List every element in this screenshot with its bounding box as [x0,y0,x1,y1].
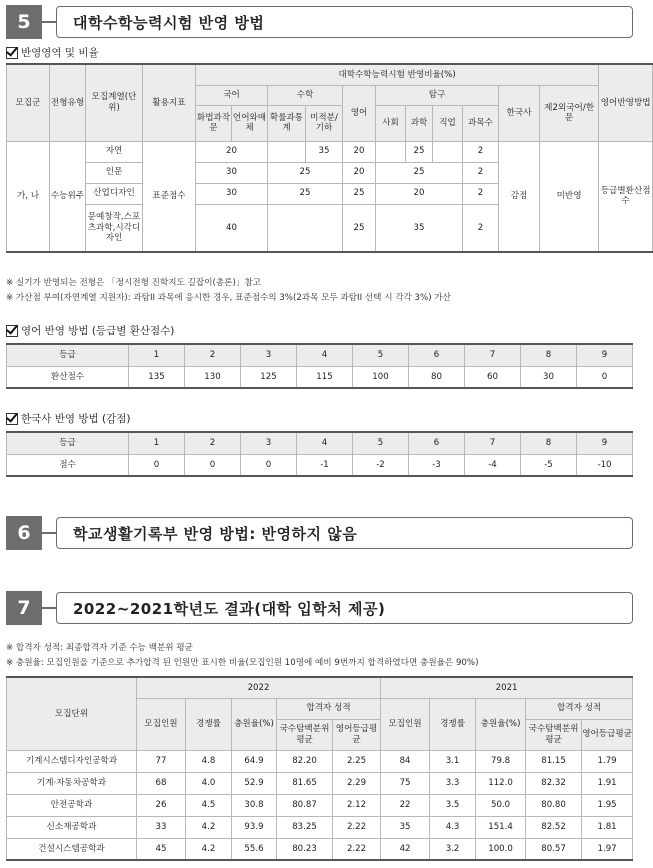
grade-cell: 8 [521,432,577,454]
connector [42,532,56,534]
cell-unit: 기계시스템디자인공학과 [7,750,137,772]
score-cell: -2 [353,454,409,476]
subheading-label: 한국사 반영 방법 (감점) [21,413,131,425]
cell-index: 표준점수 [143,141,196,252]
header-history: 한국사 [499,85,540,141]
subheading [6,323,174,338]
header-grade: 등급 [7,344,129,366]
cell-math: 25 [268,162,343,183]
score-cell: 135 [129,366,185,388]
cell-2021: 4.3 [430,816,476,838]
header-unit: 모집단위 [7,677,137,750]
cell-2021: 151.4 [476,816,526,838]
header-korean-b: 언어와매체 [232,105,268,141]
cell-2022: 2.22 [333,838,381,860]
cell-2022: 64.9 [232,750,277,772]
cell-second-lang: 미반영 [540,141,599,252]
header-eng-grade: 영어등급평균 [582,719,633,750]
score-cell: 60 [465,366,521,388]
cell-2021: 80.57 [526,838,582,860]
header-second-lang: 제2외국어/한문 [540,85,599,141]
cell-korean: 30 [196,162,268,183]
cell-2021: 75 [381,772,430,794]
score-cell: 125 [241,366,297,388]
subheading [6,45,99,60]
section-number: 7 [6,591,42,625]
cell-2022: 83.25 [277,816,333,838]
checkbox-icon [6,325,18,337]
cell-2022: 2.29 [333,772,381,794]
english-table [6,343,633,389]
cell-2022: 4.2 [186,838,232,860]
cell-2021: 3.2 [430,838,476,860]
cell-2022: 4.8 [186,750,232,772]
grade-cell: 5 [353,432,409,454]
header-inq-job: 직업 [433,105,463,141]
cell-2021: 100.0 [476,838,526,860]
section-5-header [6,5,633,39]
connector [42,607,56,609]
header-eng-method: 영어반영방법 [599,64,653,141]
cell-english: 20 [343,162,376,183]
cell-2022: 30.8 [232,794,277,816]
cell-korean: 40 [196,204,268,252]
cell-2022: 26 [137,794,186,816]
score-cell: -5 [521,454,577,476]
cell-english: 25 [343,183,376,204]
header-math-a: 확률과통계 [268,105,306,141]
subheading [6,411,131,426]
subheading-label: 반영영역 및 비율 [21,47,99,59]
section-title: 2022~2021학년도 결과(대학 입학처 제공) [56,592,633,624]
score-cell: 0 [577,366,633,388]
cell-unit: 산업디자인 [86,183,143,204]
cell-2022: 81.65 [277,772,333,794]
grade-cell: 3 [241,432,297,454]
header-type: 전형유형 [50,64,86,141]
cell-2022: 45 [137,838,186,860]
grade-cell: 5 [353,344,409,366]
cell-unit: 건설시스템공학과 [7,838,137,860]
table-row [7,838,633,860]
checkbox-icon [6,413,18,425]
cell-2021: 80.80 [526,794,582,816]
cell-count: 2 [463,162,499,183]
header-quota: 모집인원 [381,698,430,750]
cell-inquiry: 20 [376,183,463,204]
score-cell: 130 [185,366,241,388]
section-6-header [6,516,633,550]
cell-2022: 55.6 [232,838,277,860]
header-score: 환산점수 [7,366,129,388]
header-eng-grade: 영어등급평균 [333,719,381,750]
cell-2022: 4.2 [186,816,232,838]
cell-unit: 신소재공학과 [7,816,137,838]
header-inquiry: 탐구 [376,85,499,105]
cell-2022: 4.5 [186,794,232,816]
cell-group: 가, 나 [7,141,50,252]
cell-unit: 자연 [86,141,143,162]
cell-2021: 1.95 [582,794,633,816]
cell-2021: 35 [381,816,430,838]
score-cell: 115 [297,366,353,388]
cell-empty [376,141,406,162]
history-table [6,431,633,477]
cell-2022: 33 [137,816,186,838]
cell-2022: 2.22 [333,816,381,838]
section-number: 5 [6,5,42,39]
section-title: 대학수학능력시험 반영 방법 [56,6,633,38]
cell-unit: 안전공학과 [7,794,137,816]
table-row [7,816,633,838]
cell-math: 35 [306,141,343,162]
cell-2022: 4.0 [186,772,232,794]
header-ratio: 대학수학능력시험 반영비율(%) [196,64,599,85]
cell-english: 20 [343,141,376,162]
grade-cell: 9 [577,344,633,366]
header-unit: 모집계열(단위) [86,64,143,141]
score-cell: -4 [465,454,521,476]
grade-cell: 6 [409,344,465,366]
grade-cell: 7 [465,432,521,454]
cell-2022: 77 [137,750,186,772]
header-competition: 경쟁률 [430,698,476,750]
cell-2022: 68 [137,772,186,794]
cell-math: 25 [268,183,343,204]
score-cell: -1 [297,454,353,476]
header-pass-score: 합격자 성적 [277,698,381,719]
header-competition: 경쟁률 [186,698,232,750]
header-pass-score: 합격자 성적 [526,698,633,719]
section-7-header [6,591,633,625]
header-inq-count: 과목수 [463,105,499,141]
cell-count: 2 [463,183,499,204]
note: ※ 실기가 반영되는 전형은 「정시전형 진학지도 길잡이(총론)」참고 [6,278,262,288]
cell-inquiry: 25 [376,162,463,183]
note: ※ 합격자 성적: 최종합격자 기준 수능 백분위 평균 [6,643,193,653]
connector [42,21,56,23]
score-cell: -3 [409,454,465,476]
checkbox-icon [6,47,18,59]
grade-cell: 9 [577,432,633,454]
section-title: 학교생활기록부 반영 방법: 반영하지 않음 [56,517,633,549]
grade-cell: 1 [129,432,185,454]
grade-cell: 6 [409,432,465,454]
cell-2022: 80.87 [277,794,333,816]
note: ※ 충원율: 모집인원을 기준으로 추가합격 된 인원만 표시한 비율(모집인원 10명에 예비 9번까지 합격하였다면 충원율은 90%) [6,658,479,668]
header-inq-science: 과학 [406,105,433,141]
cell-type: 수능위주 [50,141,86,252]
cell-2021: 3.5 [430,794,476,816]
header-inq-social: 사회 [376,105,406,141]
grade-cell: 7 [465,344,521,366]
header-quota: 모집인원 [137,698,186,750]
header-score: 점수 [7,454,129,476]
table-row [7,772,633,794]
cell-empty [433,141,463,162]
header-group: 모집군 [7,64,50,141]
header-korean-a: 화법과작문 [196,105,232,141]
cell-2021: 22 [381,794,430,816]
cell-2022: 2.25 [333,750,381,772]
cell-2021: 81.15 [526,750,582,772]
section-number: 6 [6,516,42,550]
cell-eng-method: 등급별환산점수 [599,141,653,252]
cell-unit: 인문 [86,162,143,183]
score-cell: 0 [241,454,297,476]
cell-unit: 문예창작,스포츠과학,시각디자인 [86,204,143,252]
cell-korean: 30 [196,183,268,204]
subheading-label: 영어 반영 방법 (등급별 환산점수) [21,325,175,337]
header-percentile: 국수탐백분위 평균 [526,719,582,750]
score-cell: 0 [129,454,185,476]
score-cell: 80 [409,366,465,388]
cell-unit: 기계·자동차공학과 [7,772,137,794]
cell-empty [268,204,343,252]
cell-2021: 1.91 [582,772,633,794]
cell-2021: 3.1 [430,750,476,772]
cell-inquiry: 25 [406,141,433,162]
header-index: 활용지표 [143,64,196,141]
cell-2021: 79.8 [476,750,526,772]
cell-inquiry: 35 [376,204,463,252]
ratio-table [6,63,653,253]
cell-korean: 20 [196,141,268,162]
cell-english: 25 [343,204,376,252]
score-cell: 0 [185,454,241,476]
grade-cell: 2 [185,344,241,366]
header-grade: 등급 [7,432,129,454]
cell-2022: 52.9 [232,772,277,794]
cell-2021: 3.3 [430,772,476,794]
cell-2021: 42 [381,838,430,860]
table-row [7,750,633,772]
header-year-2022: 2022 [137,677,381,698]
header-english: 영어 [343,85,376,141]
header-math: 수학 [268,85,343,105]
cell-2021: 84 [381,750,430,772]
results-table [6,676,633,861]
note: ※ 가산점 부여(자연계열 지원자): 과탐II 과목에 응시한 경우, 표준점수의 3%(2과목 모두 과탐II 선택 시 각각 3%) 가산 [6,293,451,303]
cell-2021: 82.52 [526,816,582,838]
header-fill-rate: 충원율(%) [476,698,526,750]
cell-2022: 80.23 [277,838,333,860]
cell-count: 2 [463,204,499,252]
score-cell: 30 [521,366,577,388]
header-year-2021: 2021 [381,677,633,698]
cell-history: 감점 [499,141,540,252]
grade-cell: 2 [185,432,241,454]
header-math-b: 미적분/기하 [306,105,343,141]
score-cell: -10 [577,454,633,476]
cell-2021: 1.97 [582,838,633,860]
cell-count: 2 [463,141,499,162]
cell-2021: 1.79 [582,750,633,772]
grade-cell: 3 [241,344,297,366]
grade-cell: 8 [521,344,577,366]
cell-empty [268,141,306,162]
cell-2021: 1.81 [582,816,633,838]
cell-2021: 82.32 [526,772,582,794]
grade-cell: 4 [297,432,353,454]
table-row [7,794,633,816]
cell-2022: 82.20 [277,750,333,772]
header-korean: 국어 [196,85,268,105]
cell-2021: 50.0 [476,794,526,816]
grade-cell: 1 [129,344,185,366]
cell-2021: 112.0 [476,772,526,794]
cell-2022: 2.12 [333,794,381,816]
grade-cell: 4 [297,344,353,366]
header-percentile: 국수탐백분위 평균 [277,719,333,750]
header-fill-rate: 충원율(%) [232,698,277,750]
score-cell: 100 [353,366,409,388]
cell-2022: 93.9 [232,816,277,838]
